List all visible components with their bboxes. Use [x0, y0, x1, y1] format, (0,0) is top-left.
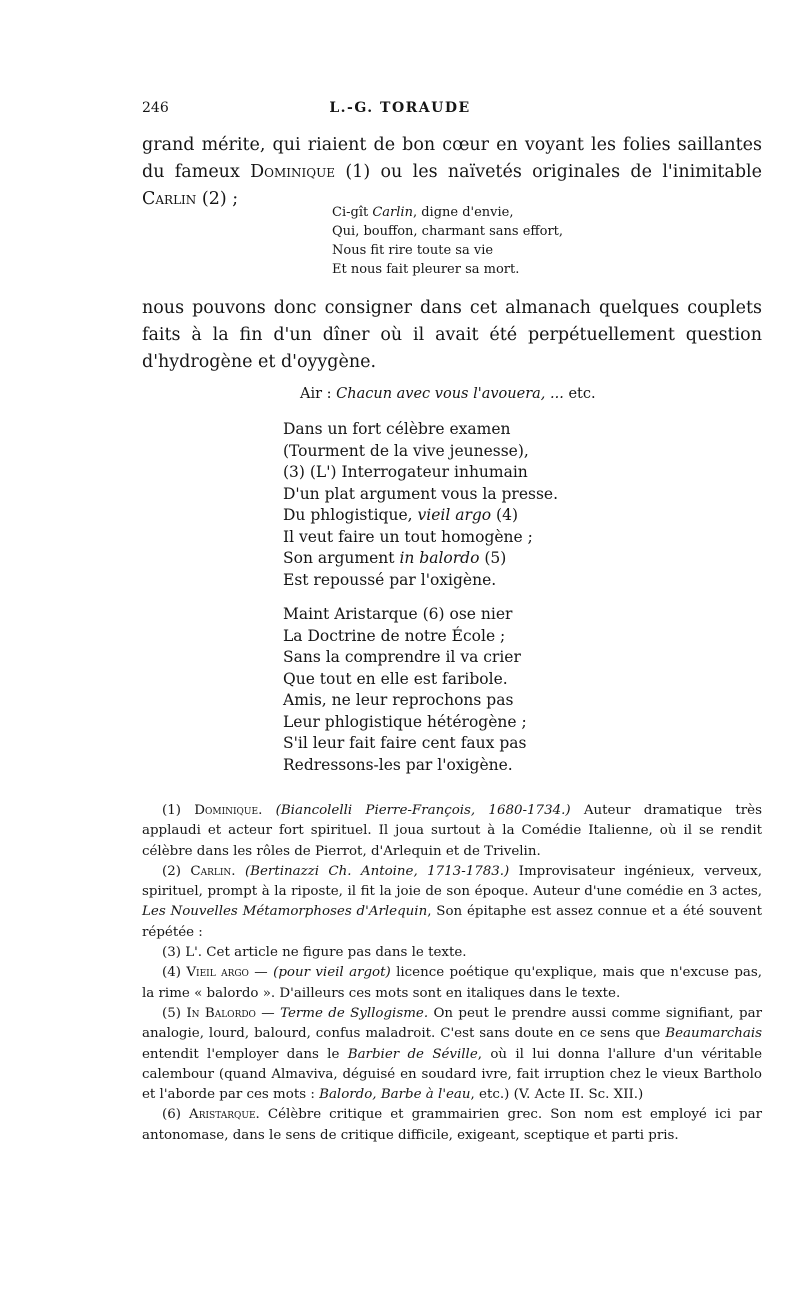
footnote-6: (6) Aristarque. Célèbre critique et grammairien grec. Son nom est employé ici par antonomase, dans le sens de critique difficile, exigeant, sceptique et parti pris. [142, 1107, 762, 1143]
verse-line: Amis, ne leur reprochons pas [283, 691, 514, 709]
name-dominique: Dominique [250, 162, 336, 182]
footnote-4: (4) Vieil argo — (pour vieil argot) licence poétique qu'explique, mais que n'excuse pas, la rime « balordo ». D'ailleurs ces mots sont en italiques dans le texte. [142, 965, 763, 1001]
verse-line: Dans un fort célèbre examen [283, 420, 511, 438]
verse-line: Du phlogistique, vieil argo (4) [283, 506, 519, 524]
epitaph-line: Nous fit rire toute sa vie [332, 243, 494, 258]
verse-line: Redressons-les par l'oxigène. [283, 755, 513, 774]
verse-line: Que tout en elle est faribole. [283, 669, 508, 688]
air-heading: Air : Chacun avec vous l'avouera, ... etc. [300, 386, 596, 402]
footnote-1: (1) Dominique. (Biancolelli Pierre-François, 1680-1734.) Auteur dramatique très applaudi et acteur fort spirituel. Il joua surtout à la Comédie Italienne, où il se rendit célèbre dans les rôles de Pierrot, d'Arlequin et de Trivelin. [142, 803, 762, 859]
running-header [0, 100, 800, 122]
epitaph-line: Ci-gît Carlin, digne d'envie, [332, 205, 514, 220]
verse-line: Il veut faire un tout homogène ; [283, 527, 533, 546]
second-paragraph: nous pouvons donc consigner dans cet almanach quelques couplets faits à la fin d'un dîner où il avait été perpétuellement question d'hydrogène et d'oyygène. [142, 298, 762, 372]
stanza-2 [283, 604, 527, 776]
verse-line: (Tourment de la vive jeunesse), [283, 441, 529, 460]
verse-line: Est repoussé par l'oxigène. [283, 570, 497, 589]
footnote-3: (3) L'. Cet article ne figure pas dans le texte. [162, 945, 467, 961]
verse-line: Leur phlogistique hétérogène ; [283, 712, 527, 731]
verse-line: Sans la comprendre il va crier [283, 648, 521, 666]
verse-line: S'il leur fait faire cent faux pas [283, 734, 527, 752]
verse-line: D'un plat argument vous la presse. [283, 484, 559, 503]
footnote-2: (2) Carlin. (Bertinazzi Ch. Antoine, 1713-1783.) Improvisateur ingénieux, verveux, spirituel, prompt à la riposte, il fit la joie de son époque. Auteur d'une comédie en 3 actes, Les Nouvelles Métamorphoses d'Arlequin, Son épitaphe est assez connue et a été souvent répétée : [142, 863, 762, 940]
epitaph-line: Et nous fait pleurer sa mort. [332, 262, 520, 277]
intro-paragraph: grand mérite, qui riaient de bon cœur en voyant les folies saillantes du fameux Dominique (1) ou les naïvetés originales de l'inimitable Carlin (2) ; [142, 135, 762, 209]
stanza-1 [283, 419, 558, 591]
verse-line: (3) (L') Interrogateur inhumain [283, 463, 528, 481]
footnote-5: (5) In Balordo — Terme de Syllogisme. On peut le prendre aussi comme signifiant, par analogie, lourd, balourd, confus maladroit. C'est sans doute en ce sens que Beaumarchais entendit l'employer dans le Barbier de Séville, où il lui donna l'allure d'un véritable calembour (quand Almaviva, déguisé en soudard ivre, fait irruption chez le vieux Bartholo et l'aborde par ces mots : Balordo, Barbe à l'eau, etc.) (V. Acte II. Sc. XII.) [142, 1005, 762, 1103]
verse-line: Maint Aristarque (6) ose nier [283, 605, 513, 623]
running-title: L.-G. TORAUDE [329, 100, 471, 116]
verse-line: Son argument in balordo (5) [283, 549, 507, 567]
footnotes [142, 801, 762, 1146]
name-carlin: Carlin [142, 189, 197, 209]
epitaph-verse [332, 203, 563, 279]
epitaph-line: Qui, bouffon, charmant sans effort, [332, 224, 564, 239]
page-number: 246 [142, 100, 169, 116]
verse-line: La Doctrine de notre École ; [283, 626, 506, 645]
